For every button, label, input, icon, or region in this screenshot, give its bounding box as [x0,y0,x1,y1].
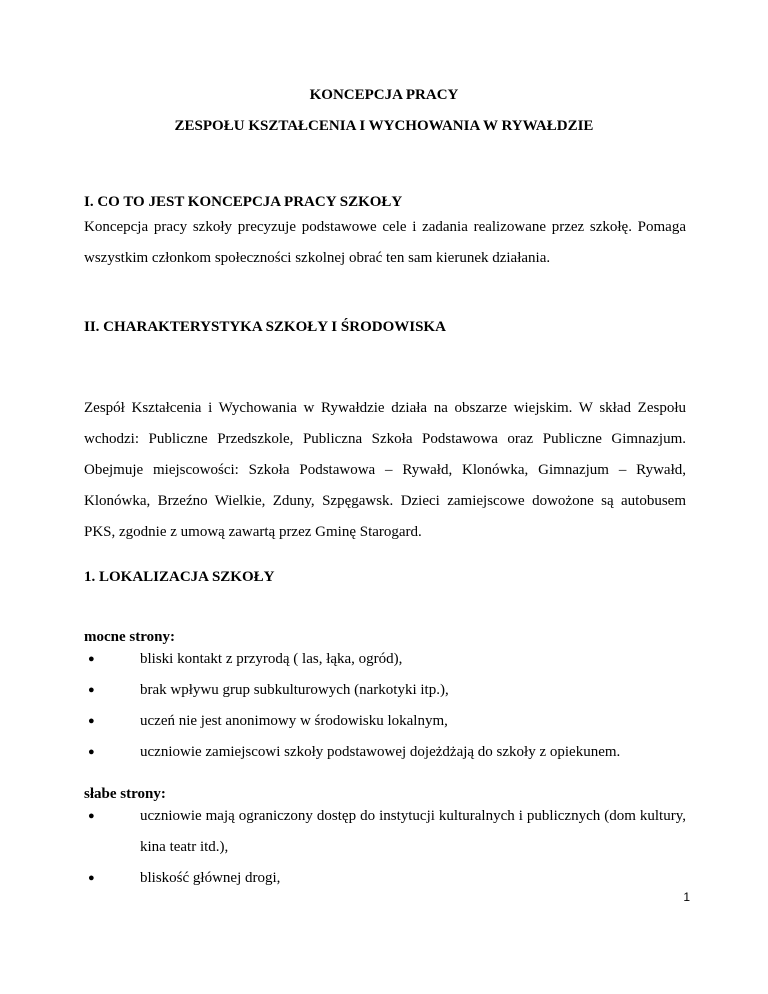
list-item [84,801,686,863]
weaknesses-list [84,801,686,894]
list-item [84,737,686,768]
document-title-line2: ZESPOŁU KSZTAŁCENIA I WYCHOWANIA W RYWAŁDZIE [174,118,594,134]
bullet-icon: ● [88,715,95,727]
list-item-text: brak wpływu grup subkulturowych (narkotyki itp.), [140,682,449,698]
strengths-list [84,644,686,768]
section1-heading: I. CO TO JEST KONCEPCJA PRACY SZKOŁY [84,194,403,210]
list-item-text: bliski kontakt z przyrodą ( las, łąka, ogród), [140,651,403,667]
list-item [84,706,686,737]
weaknesses-label: słabe strony: [84,786,166,802]
list-item-text: uczniowie zamiejscowi szkoły podstawowej dojeżdżają do szkoły z opiekunem. [140,744,621,760]
section2-heading: II. CHARAKTERYSTYKA SZKOŁY I ŚRODOWISKA [84,319,446,335]
list-item-text: uczniowie mają ograniczony dostęp do instytucji kulturalnych i publicznych (dom kultury, kina teatr itd.), [140,808,686,855]
bullet-icon: ● [88,810,95,822]
list-item-text: bliskość głównej drogi, [140,870,281,886]
bullet-icon: ● [88,746,95,758]
list-item [84,863,686,894]
section1-paragraph: Koncepcja pracy szkoły precyzuje podstawowe cele i zadania realizowane przez szkołę. Pomaga wszystkim członkom społeczności szkolnej obrać ten sam kierunek działania. [84,219,686,266]
bullet-icon: ● [88,872,95,884]
bullet-icon: ● [88,684,95,696]
section2-paragraph: Zespół Kształcenia i Wychowania w Rywałdzie działa na obszarze wiejskim. W skład Zespołu wchodzi: Publiczne Przedszkole, Publiczna Szkoła Podstawowa oraz Publiczne Gimnazjum. Obejmuje miejscowości: Szkoła Podstawowa – Rywałd, Klonówka, Gimnazjum – Rywałd, Klonówka, Brzeźno Wielkie, Zduny, Szpęgawsk. Dzieci zamiejscowe dowożone są autobusem PKS, zgodnie z umową zawartą przez Gminę Starogard. [84,400,686,540]
list-item [84,644,686,675]
bullet-icon: ● [88,653,95,665]
page-number: 1 [683,890,690,904]
list-item [84,675,686,706]
document-title-line1: KONCEPCJA PRACY [309,87,459,103]
section3-heading: 1. LOKALIZACJA SZKOŁY [84,569,275,585]
list-item-text: uczeń nie jest anonimowy w środowisku lokalnym, [140,713,448,729]
strengths-label: mocne strony: [84,629,175,645]
